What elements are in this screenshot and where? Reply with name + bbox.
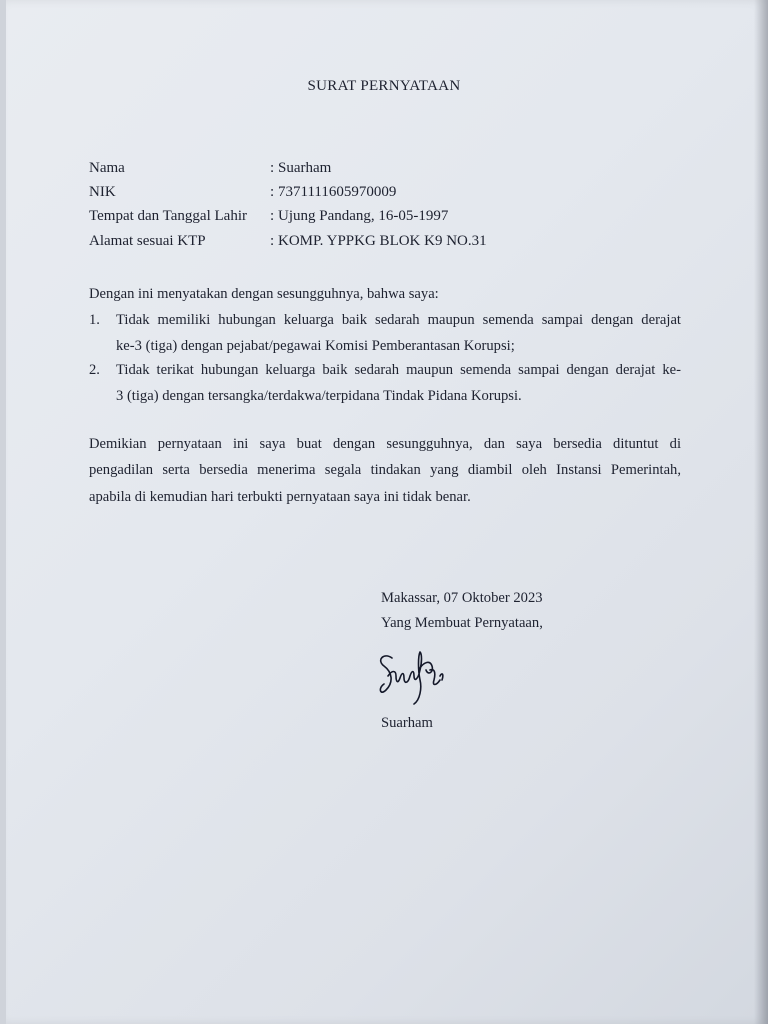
identity-row-address: Alamat sesuai KTP : KOMP. YPPKG BLOK K9 NO.31 xyxy=(89,230,487,252)
identity-value: 7371111605970009 xyxy=(278,184,397,200)
identity-label: NIK xyxy=(89,184,116,200)
identity-label: Nama xyxy=(89,160,125,176)
paper-edge-shadow xyxy=(754,0,768,1024)
signer-caption: Yang Membuat Pernyataan, xyxy=(381,615,543,631)
paper-sheet xyxy=(6,0,768,1024)
identity-label: Tempat dan Tanggal Lahir xyxy=(89,208,247,224)
statement-1-line-1: Tidak memiliki hubungan keluarga baik sedarah maupun semenda sampai dengan derajat xyxy=(116,312,681,328)
identity-value: Ujung Pandang, 16-05-1997 xyxy=(278,208,449,224)
closing-line-3: apabila di kemudian hari terbukti pernyataan saya ini tidak benar. xyxy=(89,489,471,505)
document-title: SURAT PERNYATAAN xyxy=(307,78,461,94)
statement-2-line-2: 3 (tiga) dengan tersangka/terdakwa/terpidana Tindak Pidana Korupsi. xyxy=(116,388,522,404)
identity-row-nik: NIK : 7371111605970009 xyxy=(89,181,396,203)
statement-2-line-1: Tidak terikat hubungan keluarga baik sedarah maupun semenda sampai dengan derajat ke- xyxy=(116,362,681,378)
identity-label: Alamat sesuai KTP xyxy=(89,233,206,249)
statement-1-line-2: ke-3 (tiga) dengan pejabat/pegawai Komisi Pemberantasan Korupsi; xyxy=(116,338,515,354)
identity-row-name: Nama : Suarham xyxy=(89,157,331,179)
identity-row-birth: Tempat dan Tanggal Lahir : Ujung Pandang, 16-05-1997 xyxy=(89,205,448,227)
signature-icon xyxy=(370,640,460,715)
statement-number: 2. xyxy=(89,362,100,378)
place-date: Makassar, 07 Oktober 2023 xyxy=(381,590,543,606)
closing-line-2: pengadilan serta bersedia menerima segala tindakan yang diambil oleh Instansi Pemerintah, xyxy=(89,462,681,478)
signer-name: Suarham xyxy=(381,715,433,731)
intro-text: Dengan ini menyatakan dengan sesungguhnya, bahwa saya: xyxy=(89,286,439,302)
identity-value: Suarham xyxy=(278,160,332,176)
closing-line-1: Demikian pernyataan ini saya buat dengan sesungguhnya, dan saya bersedia dituntut di xyxy=(89,436,681,452)
identity-value: KOMP. YPPKG BLOK K9 NO.31 xyxy=(278,233,487,249)
statement-number: 1. xyxy=(89,312,100,328)
